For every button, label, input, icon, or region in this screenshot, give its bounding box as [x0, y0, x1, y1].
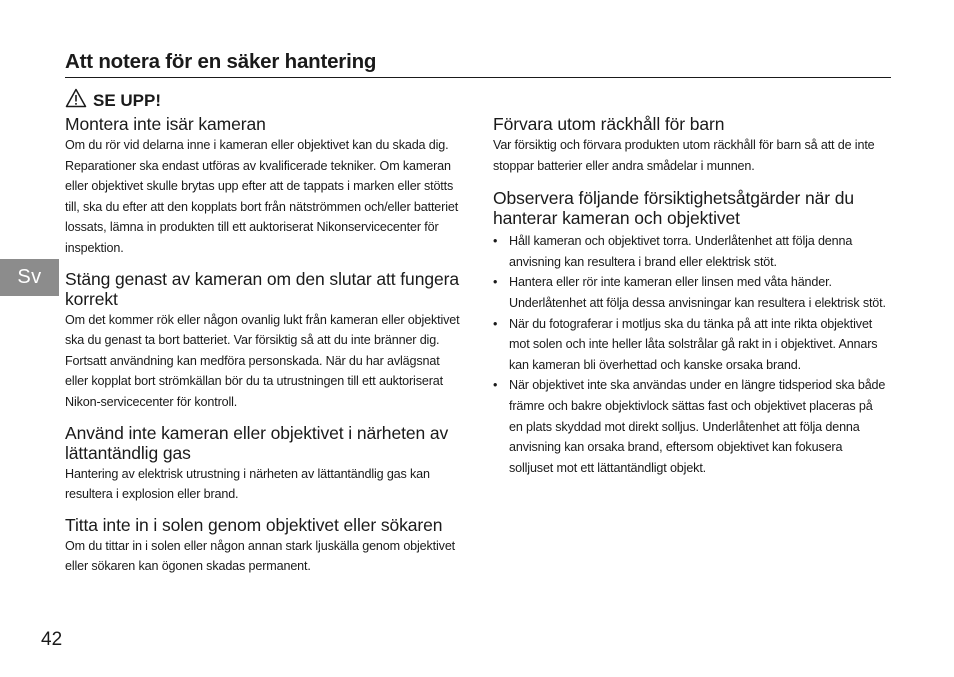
section-body: Om du tittar in i solen eller någon annan stark ljuskälla genom objektivet eller sökaren kan ögonen skadas permanent.	[65, 538, 456, 574]
language-tab: Sv	[0, 259, 59, 296]
page-number: 42	[41, 629, 63, 650]
section-disassembly	[65, 114, 461, 259]
list-item: • När du fotograferar i motljus ska du tänka på att inte rikta objektivet mot solen och inte heller låta solstrålar gå rakt in i objektivet. Annars kan kameran bli överhettad och kanske orsaka brand.	[493, 314, 889, 376]
section-heading: Montera inte isär kameran	[65, 114, 266, 134]
caution-label: SE UPP!	[93, 91, 162, 110]
section-precautions	[493, 188, 889, 478]
section-heading: Använd inte kameran eller objektivet i närheten av lättantändlig gas	[65, 422, 449, 463]
section-heading: Förvara utom räckhåll för barn	[493, 114, 725, 134]
section-sun	[65, 515, 461, 577]
precaution-list	[493, 231, 889, 478]
left-column	[65, 114, 461, 586]
section-malfunction	[65, 269, 461, 413]
section-heading: Titta inte in i solen genom objektivet eller sökaren	[65, 514, 443, 535]
section-body: Om du rör vid delarna inne i kameran eller objektivet kan du skada dig. Reparationer ska endast utföras av kvalificerade tekniker. Om kameran eller objektivet skulle brytas upp efter att de tappats i marken eller stötts till, ska du efter att den kopplats bort från nätströmmen och/eller batteriet lossats, lämna in produkten till ett auktoriserat Nikonservicecenter för inspektion.	[65, 138, 459, 255]
section-children	[493, 114, 889, 176]
bullet-icon: •	[493, 275, 498, 290]
bullet-icon: •	[493, 234, 498, 249]
page-title: Att notera för en säker hantering	[65, 49, 891, 78]
bullet-icon: •	[493, 316, 498, 331]
caution-heading	[65, 88, 161, 114]
section-heading: Observera följande försiktighetsåtgärder när du hanterar kameran och objektivet	[493, 188, 855, 229]
section-body: Var försiktig och förvara produkten utom räckhåll för barn så att de inte stoppar batterier eller andra smådelar i munnen.	[493, 138, 875, 173]
warning-triangle-icon	[65, 88, 87, 114]
section-body: Hantering av elektrisk utrustning i närheten av lättantändlig gas kan resultera i explosion eller brand.	[65, 466, 430, 502]
bullet-icon: •	[493, 378, 498, 393]
section-body: Om det kommer rök eller någon ovanlig lukt från kameran eller objektivet ska du genast ta bort batteriet. Var försiktig så att du inte bränner dig. Fortsatt användning kan medföra personskada. När du har avlägsnat eller kopplat bort strömkällan bör du ta utrustningen till ett auktoriserat Nikon-servicecenter för kontroll.	[65, 312, 460, 409]
section-heading: Stäng genast av kameran om den slutar att fungera korrekt	[65, 268, 459, 309]
list-item: • När objektivet inte ska användas under en längre tidsperiod ska både främre och bakre objektivlock sättas fast och objektivet placeras på en plats skyddad mot direkt solljus. Underlåtenhet att följa denna anvisning kan orsaka brand, eftersom objektivet kan fokusera solljuset mot ett lättantändligt objekt.	[493, 375, 889, 478]
list-item: • Håll kameran och objektivet torra. Underlåtenhet att följa denna anvisning kan resultera i brand eller elektrisk stöt.	[493, 231, 889, 272]
right-column	[493, 114, 889, 487]
list-item: • Hantera eller rör inte kameran eller linsen med våta händer. Underlåtenhet att följa dessa anvisningar kan resultera i elektrisk stöt.	[493, 272, 889, 313]
section-flammable-gas	[65, 423, 461, 505]
